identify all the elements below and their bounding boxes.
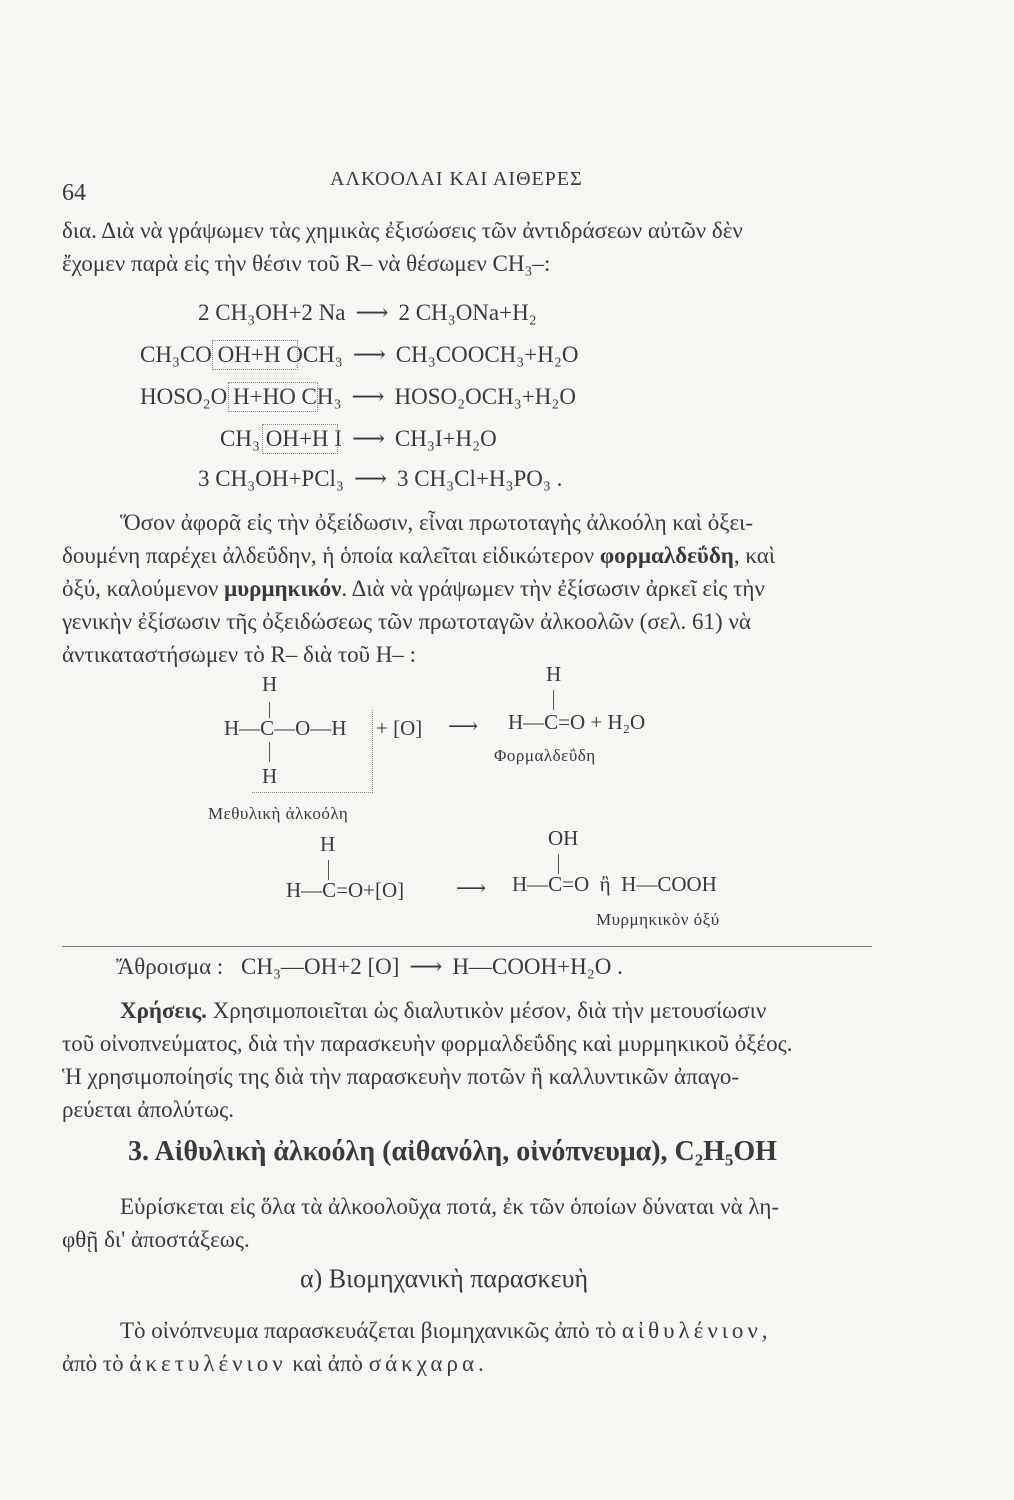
section-3-line-2: φθῇ δι' ἀποστάξεως. [62,1227,250,1252]
equation-1 [198,300,537,326]
equation-2-left: CH₃CO OH+H OCH₃ [140,342,343,367]
sum-left: CH₃—OH+2 [O] [241,954,400,979]
equation-3-left: HOSO₂O H+HO CH₃ [140,384,342,409]
page-number: 64 [62,180,86,206]
equation-1-right: 2 CH₃ONa+H₂ [398,300,537,325]
arrow-icon: ⟶ [409,954,443,979]
equation-5-left: 3 CH₃OH+PCl₃ [198,466,344,491]
section-3-paragraph [62,1190,779,1256]
arrow-icon: ⟶ [353,466,387,491]
arrow-icon: ⟶ [355,300,389,325]
reaction1-chain: H—C—O—H [224,716,347,740]
reaction1-bottom-h: H [262,764,278,788]
equation-2 [140,342,579,368]
oxidation-line-3-text: ὀξύ, καλούμενον [62,576,225,601]
equation-3-right: HOSO₂OCH₃+H₂O [394,384,576,409]
uses-line-3: Ἡ χρησιμοποίησίς της διὰ τὴν παρασκευὴν ποτῶν ἢ καλλυντικῶν ἀπαγο- [62,1064,740,1089]
dotted-highlight-box [262,424,338,454]
final-line-2 [62,1347,772,1380]
equation-2-right: CH₃COOCH₃+H₂O [395,342,579,367]
equation-4-right: CH₃I+H₂O [394,426,497,451]
final-paragraph [62,1314,772,1380]
final-line-1 [62,1314,772,1347]
term-formaldehyde: φορμαλδεΰδη [599,543,734,568]
bond-line [328,860,329,880]
uses-line-1-text: Χρησιμοποιεῖται ὡς διαλυτικὸν μέσον, διὰ τὴν μετουσίωσιν [206,998,767,1023]
dotted-highlight-box [228,382,318,412]
equation-5-right: 3 CH₃Cl+H₃PO₃ . [396,466,563,491]
arrow-icon: ⟶ [351,426,385,451]
reaction1-product: H—C=O + H₂O [508,710,646,734]
oxidation-line-2-end: , καὶ [733,543,776,568]
section-3-line-1: Εὑρίσκεται εἰς ὅλα τὰ ἀλκοολοῦχα ποτά, ἐκ τῶν ὁποίων δύναται νὰ λη- [120,1194,780,1219]
arrow-icon: ⟶ [448,714,479,738]
arrow-icon: ⟶ [456,876,487,900]
equation-3 [140,384,576,410]
oxidation-line-2 [62,539,775,572]
reaction1-product-top-h: H [546,662,562,686]
dotted-highlight-box [212,340,298,370]
final-line-1-text: Τὸ οἰνόπνευμα παρασκευάζεται βιομηχανικῶς ἀπὸ τὸ [120,1318,622,1343]
equation-5 [198,466,562,492]
uses-paragraph [62,994,793,1126]
uses-line-2: τοῦ οἰνοπνεύματος, διὰ τὴν παρασκευὴν φορμαλδεΰδης καὶ μυρμηκικοῦ ὀξέος. [62,1031,793,1056]
caption-methyl-alcohol: Μεθυλικὴ ἀλκοόλη [208,804,349,823]
bond-line [553,690,554,710]
running-title: ΑΛΚΟΟΛΑΙ ΚΑΙ ΑΙΘΕΡΕΣ [330,168,583,190]
divider-line [62,946,872,947]
intro-line-2: ἔχομεν παρὰ εἰς τὴν θέσιν τοῦ R– νὰ θέσωμεν CH₃–: [62,251,551,276]
reaction1-plus-o: + [O] [376,716,423,740]
term-ethylene: αἰθυλένιον, [621,1318,772,1343]
intro-line-1: δια. Διὰ νὰ γράψωμεν τὰς χημικὰς ἐξισώσεις τῶν ἀντιδράσεων αὐτῶν δὲν [62,218,743,243]
reaction1-top-h: H [262,672,278,696]
reaction2-product-oh: OH [548,826,579,850]
term-sugars: σάκχαρα. [368,1351,488,1376]
final-line-2-mid: καὶ ἀπὸ [286,1351,369,1376]
term-acetylene: ἀκετυλένιον [129,1351,287,1376]
reaction2-product: H—C=O ἢ H—COOH [512,872,717,896]
reaction2-top-h: H [320,832,336,856]
uses-line-4: ρεύεται ἀπολύτως. [62,1097,234,1122]
intro-paragraph [62,214,743,280]
sum-line [116,954,623,980]
arrow-icon: ⟶ [351,384,385,409]
dotted-highlight-box [252,710,373,793]
uses-line-1 [62,994,793,1027]
equation-4-left: CH₃ OH+H I [220,426,342,451]
oxidation-line-5: ἀντικαταστήσωμεν τὸ R– διὰ τοῦ H– : [62,642,416,667]
oxidation-line-1: Ὅσον ἀφορᾶ εἰς τὴν ὀξείδωσιν, εἶναι πρωτοταγὴς ἀλκοόλη καὶ ὀξει- [120,510,753,535]
oxidation-line-4: γενικὴν ἐξίσωσιν τῆς ὀξειδώσεως τῶν πρωτοταγῶν ἀλκοολῶν (σελ. 61) νὰ [62,609,751,634]
sum-label: Ἄθροισμα : [116,954,224,979]
reaction2-reactant: H—C=O+[O] [286,878,405,902]
subsection-heading: α) Βιομηχανικὴ παρασκευὴ [300,1264,589,1293]
arrow-icon: ⟶ [352,342,386,367]
oxidation-line-2-text: δουμένη παρέχει ἀλδεΰδην, ἡ ὁποία καλεῖται εἰδικώτερον [62,543,600,568]
caption-formic-acid: Μυρμηκικὸν ὀξύ [596,910,720,929]
sum-right: H—COOH+H₂O . [452,954,623,979]
oxidation-line-3-end: . Διὰ νὰ γράψωμεν τὴν ἐξίσωσιν ἀρκεῖ εἰς τὴν [341,576,765,601]
bond-line [558,854,559,874]
oxidation-line-3 [62,572,775,605]
equation-1-left: 2 CH₃OH+2 Na [198,300,346,325]
oxidation-paragraph [62,506,775,671]
caption-formaldehyde: Φορμαλδεΰδη [494,746,596,765]
term-formic: μυρμηκικόν [224,576,342,601]
section-3-heading: 3. Αἰθυλικὴ ἀλκοόλη (αἰθανόλη, οἰνόπνευμα), C₂H₅OH [128,1136,777,1167]
uses-heading: Χρήσεις. [120,998,207,1023]
final-line-2-text: ἀπὸ τὸ [62,1351,130,1376]
